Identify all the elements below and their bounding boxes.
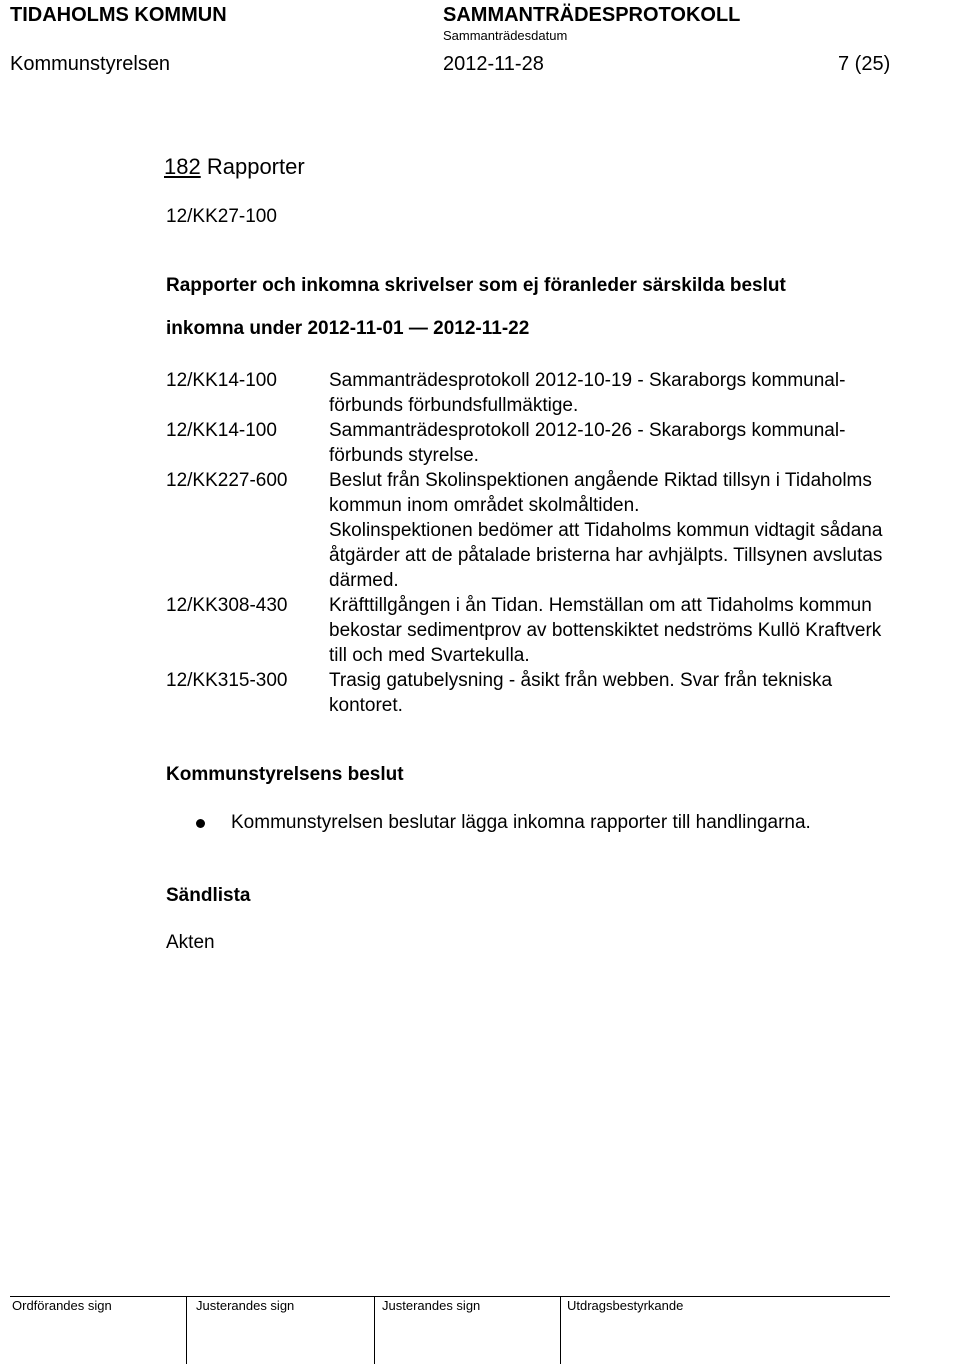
report-number: 12/KK308-430 <box>166 595 288 616</box>
section-title <box>164 154 305 180</box>
report-text <box>329 593 956 668</box>
signature-box-extract-certifier: Utdragsbestyrkande <box>567 1298 684 1313</box>
report-line: Kräfttillgången i ån Tidan. Hemställan om att Tidaholms kommun <box>329 595 872 616</box>
case-number: 12/KK27-100 <box>166 206 277 227</box>
report-number: 12/KK14-100 <box>166 370 277 391</box>
report-number: 12/KK14-100 <box>166 420 277 441</box>
section-heading-line1: Rapporter och inkomna skrivelser som ej föranleder särskilda beslut <box>166 275 786 296</box>
section-number: 182 <box>164 154 201 179</box>
report-item <box>166 468 956 593</box>
report-number: 12/KK227-600 <box>166 470 288 491</box>
signature-box-chair: Ordförandes sign <box>12 1298 112 1313</box>
committee-name: Kommunstyrelsen <box>10 53 171 75</box>
report-line: Sammanträdesprotokoll 2012-10-19 - Skaraborgs kommunal- <box>329 370 846 391</box>
bullet-icon <box>196 819 205 828</box>
report-line: därmed. <box>329 570 399 591</box>
report-text <box>329 468 956 593</box>
report-line: förbunds styrelse. <box>329 445 479 466</box>
section-title-text: Rapporter <box>206 154 305 179</box>
meeting-date: 2012-11-28 <box>443 53 544 75</box>
section-heading-line2: inkomna under 2012-11-01 — 2012-11-22 <box>166 318 530 339</box>
report-line: bekostar sedimentprov av bottenskiktet nedströms Kullö Kraftverk <box>329 620 882 641</box>
report-line: Trasig gatubelysning - åsikt från webben. Svar från tekniska <box>329 670 833 691</box>
report-line: Sammanträdesprotokoll 2012-10-26 - Skaraborgs kommunal- <box>329 420 846 441</box>
signature-box-adjuster-2: Justerandes sign <box>382 1298 481 1313</box>
footer-divider <box>10 1296 890 1297</box>
page-number: 7 (25) <box>838 53 891 75</box>
report-text <box>329 418 956 468</box>
report-number: 12/KK315-300 <box>166 670 288 691</box>
meeting-date-label: Sammanträdesdatum <box>443 28 568 43</box>
report-line: kontoret. <box>329 695 403 716</box>
organization-name: TIDAHOLMS KOMMUN <box>10 4 227 26</box>
report-text <box>329 368 956 418</box>
distribution-heading: Sändlista <box>166 885 251 906</box>
report-item <box>166 368 956 418</box>
reports-list <box>166 368 956 718</box>
report-item <box>166 668 956 718</box>
signature-divider <box>186 1297 187 1364</box>
distribution-item: Akten <box>166 932 215 953</box>
report-line: åtgärder att de påtalade bristerna har avhjälpts. Tillsynen avslutas <box>329 545 883 566</box>
report-item <box>166 418 956 468</box>
report-text <box>329 668 956 718</box>
decision-item: Kommunstyrelsen beslutar lägga inkomna rapporter till handlingarna. <box>231 812 811 833</box>
signature-divider <box>560 1297 561 1364</box>
report-line: kommun inom området skolmåltiden. <box>329 495 640 516</box>
signature-box-adjuster-1: Justerandes sign <box>196 1298 295 1313</box>
report-line: Beslut från Skolinspektionen angående Riktad tillsyn i Tidaholms <box>329 470 872 491</box>
report-line: förbunds förbundsfullmäktige. <box>329 395 579 416</box>
report-line: Skolinspektionen bedömer att Tidaholms kommun vidtagit sådana <box>329 520 883 541</box>
report-line: till och med Svartekulla. <box>329 645 530 666</box>
report-item <box>166 593 956 668</box>
decision-heading: Kommunstyrelsens beslut <box>166 764 404 785</box>
signature-divider <box>374 1297 375 1364</box>
document-type: SAMMANTRÄDESPROTOKOLL <box>443 4 741 26</box>
